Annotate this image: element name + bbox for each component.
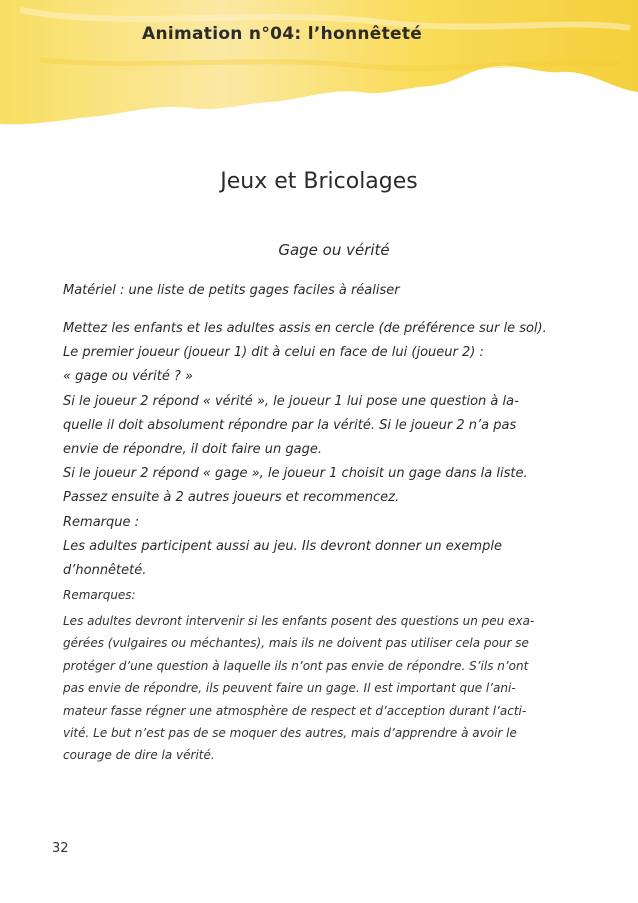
game-title: Gage ou vérité [278,241,390,259]
remarks-text [63,610,593,767]
body-line: Les adultes participent aussi au jeu. Ils devront donner un exemple [63,538,502,554]
remarks-line: gérées (vulgaires ou méchantes), mais ils ne doivent pas utiliser cela pour se [63,636,529,651]
body-line: Le premier joueur (joueur 1) dit à celui en face de lui (joueur 2) : [63,345,484,361]
remarks-line: mateur fasse régner une atmosphère de respect et d’acception durant l’acti- [63,703,527,718]
materials-line: Matériel : une liste de petits gages faciles à réaliser [63,283,400,298]
body-line: Mettez les enfants et les adultes assis en cercle (de préférence sur le sol). [63,321,547,336]
remarks-line: courage de dire la vérité. [63,748,215,763]
remarks-line: pas envie de répondre, ils peuvent faire un gage. Il est important que l’ani- [63,681,516,696]
body-line: quelle il doit absolument répondre par la vérité. Si le joueur 2 n’a pas [63,417,517,433]
body-line: « gage ou vérité ? » [63,369,194,385]
page-number: 32 [52,841,69,856]
remarks-heading: Remarques: [63,588,136,602]
header-paint-band [0,0,638,130]
body-line: Si le joueur 2 répond « gage », le joueur 1 choisit un gage dans la liste. [63,466,528,482]
instructions-text [63,317,593,583]
body-line: Remarque : [63,514,140,530]
chapter-title: Animation n°04: l’honnêteté [142,24,423,44]
body-line: Si le joueur 2 répond « vérité », le joueur 1 lui pose une question à la- [63,393,519,409]
body-line: Passez ensuite à 2 autres joueurs et recommencez. [63,490,400,506]
remarks-line: Les adultes devront intervenir si les enfants posent des questions un peu exa- [63,614,535,628]
remarks-line: protéger d’une question à laquelle ils n’ont pas envie de répondre. S’ils n’ont [63,658,529,673]
remarks-line: vité. Le but n’est pas de se moquer des autres, mais d’apprendre à avoir le [63,726,517,741]
section-title: Jeux et Bricolages [220,169,418,194]
body-line: envie de répondre, il doit faire un gage. [63,442,322,458]
body-line: d’honnêteté. [63,563,147,579]
